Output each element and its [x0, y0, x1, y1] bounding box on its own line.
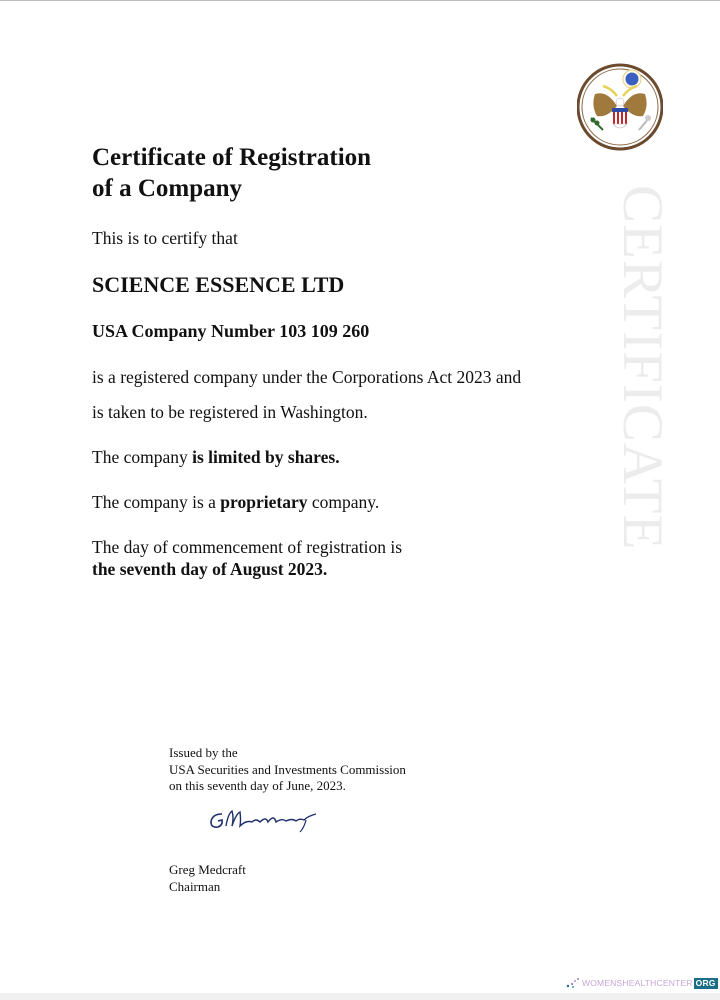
- commencement-line-1: The day of commencement of registration is: [92, 537, 403, 557]
- commencement-date: the seventh day of August 2023.: [92, 559, 328, 579]
- company-number: USA Company Number 103 109 260: [92, 321, 370, 341]
- issuer-line-3: on this seventh day of June, 2023.: [169, 778, 346, 793]
- type-prefix: The company is a: [92, 492, 221, 512]
- great-seal-emblem-icon: [577, 52, 663, 162]
- type-bold: proprietary: [220, 492, 308, 512]
- signer-title: Chairman: [169, 878, 221, 894]
- signature-icon: [208, 806, 323, 834]
- issuer-line-1: Issued by the: [169, 745, 238, 760]
- top-border: [0, 0, 720, 1]
- brand-watermark: [566, 977, 718, 989]
- title-line-2: of a Company: [92, 175, 243, 202]
- certificate-watermark: CERTIFICATE: [611, 185, 674, 551]
- company-type-statement: [92, 491, 379, 513]
- brand-dots-icon: [566, 977, 580, 989]
- intro-text: This is to certify that: [92, 228, 238, 248]
- issuer-block: [169, 745, 406, 795]
- certificate-title: [92, 142, 371, 204]
- limited-prefix: The company: [92, 447, 193, 467]
- issuer-line-2: USA Securities and Investments Commission: [169, 761, 406, 777]
- company-name: SCIENCE ESSENCE LTD: [92, 272, 345, 297]
- type-suffix: company.: [307, 492, 380, 512]
- limited-bold: is limited by shares.: [192, 447, 340, 467]
- signer-block: [169, 862, 246, 895]
- title-line-1: Certificate of Registration: [92, 144, 372, 171]
- limited-statement: [92, 446, 340, 468]
- brand-name: WOMENSHEALTHCENTER: [582, 978, 693, 988]
- registration-line-1: is a registered company under the Corporations Act 2023 and: [92, 367, 522, 387]
- registration-line-2: is taken to be registered in Washington.: [92, 402, 368, 422]
- bottom-bar: [0, 993, 720, 1000]
- signer-name: Greg Medcraft: [169, 862, 246, 877]
- brand-tld-badge: ORG: [695, 977, 716, 988]
